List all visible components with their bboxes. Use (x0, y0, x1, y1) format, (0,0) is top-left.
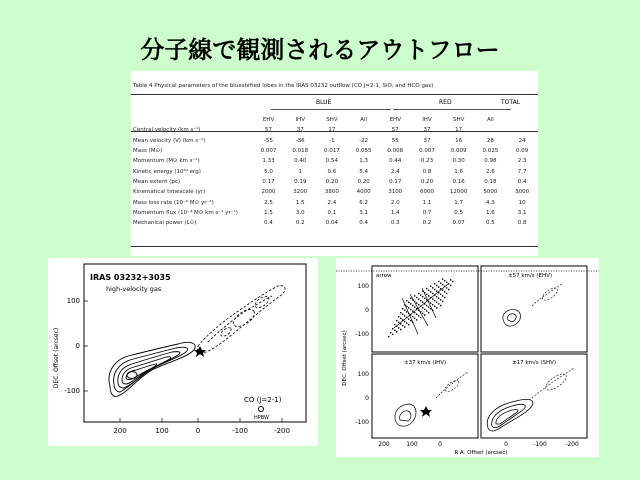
grid-dot (424, 314, 425, 315)
grid-dot (402, 314, 403, 315)
group-total-label: TOTAL (501, 99, 521, 106)
grid-dot (432, 304, 433, 305)
grid-dot (396, 320, 397, 321)
grid-dot (414, 295, 415, 296)
grid-dot (418, 304, 419, 305)
grid-dot (440, 294, 441, 295)
table-cell: -36 (295, 137, 305, 144)
rtick-bottom-0: 0 (365, 395, 369, 402)
grid-dot (426, 305, 427, 306)
grid-dot (410, 303, 411, 304)
slide-title: 分子線で観測されるアウトフロー (140, 36, 500, 64)
grid-dot (438, 298, 439, 299)
table-cell: 3.1 (517, 209, 527, 216)
table-cell: 0.09 (515, 148, 529, 155)
grid-dot (430, 286, 431, 287)
group-blue-label: BLUE (316, 99, 332, 106)
table-cell: 0.16 (452, 178, 465, 185)
table-cell: 5000 (483, 189, 498, 196)
table-row (131, 146, 538, 156)
grid-dot (444, 291, 445, 292)
grid-dot (390, 332, 391, 333)
grid-dot (448, 283, 449, 284)
grid-dot (398, 327, 399, 328)
table-cell: -22 (359, 137, 369, 144)
table-cell: 0.2 (295, 220, 305, 227)
column-header: SHV (326, 117, 338, 124)
grid-dot (432, 287, 433, 288)
grid-dot (394, 324, 395, 325)
grid-dot (396, 331, 397, 332)
table-cell: 0.98 (484, 158, 497, 165)
row-label: Momentum (M⊙ km s⁻¹) (133, 158, 200, 165)
table-row (131, 208, 538, 218)
grid-dot (392, 334, 393, 335)
table-cell: -1 (329, 137, 335, 144)
table-cell: 0.5 (454, 209, 464, 216)
table-cell: 4.3 (486, 199, 495, 206)
grid-dot (408, 324, 409, 325)
grid-dot (428, 295, 429, 296)
table-cell: 37 (423, 127, 431, 134)
grid-dot (442, 284, 443, 285)
table-cell: 57 (265, 127, 273, 134)
grid-dot (442, 295, 443, 296)
table-row (131, 136, 538, 146)
grid-dot (398, 322, 399, 323)
table-cell: 0.055 (355, 148, 372, 155)
grid-dot (436, 302, 437, 303)
table-cell: 0.8 (422, 168, 432, 175)
table-cell: 3.1 (359, 209, 368, 216)
table-cell: 28 (486, 137, 494, 144)
column-header (506, 115, 538, 125)
table-cell (348, 125, 380, 135)
table-row (131, 156, 538, 166)
grid-dot (424, 298, 425, 299)
rtick-bottom-100: 100 (357, 371, 369, 378)
row-label: Mean extent (pc) (133, 178, 181, 185)
table-cell: 0.3 (390, 220, 400, 227)
grid-dot (416, 302, 417, 303)
grid-dot (414, 306, 415, 307)
grid-dot (400, 318, 401, 319)
table-cell: 37 (296, 127, 304, 134)
grid-dot (416, 319, 417, 320)
source-star-marker (194, 346, 206, 357)
ytick-100: 100 (66, 297, 80, 305)
grid-dot (428, 290, 429, 291)
xtick-0: 0 (195, 427, 201, 435)
table-cell: 0.07 (452, 220, 465, 227)
table-cell: 1.5 (264, 209, 273, 216)
table-cell: 3.0 (295, 209, 305, 216)
table-row (131, 177, 538, 187)
tr-red-contours (532, 284, 562, 306)
right-y-label: DEC. Offset (arcsec) (342, 330, 348, 386)
grid-dot (438, 281, 439, 282)
ytick-minus100: -100 (64, 387, 80, 395)
column-header: All (486, 117, 494, 124)
table-cell: 2.5 (264, 199, 273, 206)
rtick-top-minus100: -100 (355, 331, 369, 338)
beam-ellipse (259, 407, 264, 412)
header-label-cell (131, 115, 253, 125)
rxtick-left-0: 0 (438, 441, 442, 448)
channel-maps (336, 258, 599, 457)
grid-dot (432, 293, 433, 294)
row-label: Mechanical power (L⊙) (133, 220, 197, 227)
grid-dot (404, 315, 405, 316)
grid-dot (392, 328, 393, 329)
grid-dot (450, 285, 451, 286)
table-cell: 0.7 (422, 209, 432, 216)
map-subtitle: high-velocity gas (106, 285, 162, 293)
grid-dot (442, 301, 443, 302)
grid-dot (426, 288, 427, 289)
grid-dot (448, 289, 449, 290)
table-cell: 0.40 (294, 158, 307, 165)
panel-br-label: ±17 km/s (SHV) (512, 360, 557, 366)
rtick-top-0: 0 (365, 307, 369, 314)
grid-dot (422, 302, 423, 303)
table-cell: 6000 (419, 189, 434, 196)
table-row (131, 197, 538, 207)
grid-dot (412, 305, 413, 306)
table-cell: -55 (264, 137, 273, 144)
row-label: Central velocity (km s⁻¹) (133, 127, 201, 134)
grid-dot (428, 306, 429, 307)
grid-dot (412, 310, 413, 311)
table-cell (475, 125, 507, 135)
bl-contours (395, 404, 416, 426)
table-cell: 1.7 (454, 199, 464, 206)
grid-dot (420, 300, 421, 301)
row-label: Kinetic energy (10⁴⁴ erg) (133, 168, 201, 175)
table-row (131, 218, 538, 228)
grid-dot (440, 282, 441, 283)
table-cell: 2.4 (327, 199, 337, 206)
physical-parameters-table-panel (131, 71, 538, 256)
column-header: EHV (262, 117, 275, 124)
table-cell: 10 (518, 199, 526, 206)
br-red-contours (532, 368, 574, 398)
grid-dot (446, 282, 447, 283)
grid-dot (442, 278, 443, 279)
table-cell: 37 (423, 137, 431, 144)
table-cell: 0.04 (325, 220, 339, 227)
panel-bl-label: ±37 km/s (IHV) (404, 360, 447, 366)
table-cell: 3200 (293, 189, 308, 196)
table-cell: 0.017 (324, 148, 340, 155)
table-cell: 55 (391, 137, 399, 144)
panel-bottom-right (481, 354, 587, 438)
table-cell: 2.3 (517, 158, 527, 165)
row-label: Kinematical timescale (yr) (133, 189, 206, 196)
grid-dot (438, 286, 439, 287)
table-cell: 0.2 (422, 220, 432, 227)
row-label: Momentum flux (10⁻⁴ M⊙ km s⁻¹ yr⁻¹) (133, 209, 238, 216)
grid-dot (414, 312, 415, 313)
table-cell: 0.20 (357, 178, 370, 185)
row-label: Mass loss rate (10⁻⁶ M⊙ yr⁻¹) (133, 199, 214, 206)
grid-dot (394, 330, 395, 331)
panel-tr-label: ±57 km/s (EHV) (508, 273, 553, 279)
blue-group-rule (271, 109, 391, 110)
grid-dot (422, 307, 423, 308)
table-cell: 0.17 (262, 178, 275, 185)
table-cell: 2.0 (390, 199, 400, 206)
grid-dot (416, 297, 417, 298)
grid-dot (404, 321, 405, 322)
table-cell: 0.4 (517, 178, 527, 185)
grid-dot (438, 303, 439, 304)
table-cell (506, 125, 538, 135)
table-cell: 1.6 (486, 209, 495, 216)
grid-dot (432, 298, 433, 299)
column-header: All (360, 117, 367, 124)
column-header: EHV (389, 117, 401, 124)
grid-dot (422, 313, 423, 314)
table-cell: 0.5 (486, 220, 495, 227)
rxtick-left-100: 100 (406, 441, 418, 448)
grid-dot (444, 297, 445, 298)
grid-dot (416, 314, 417, 315)
table-cell: 6.2 (359, 199, 368, 206)
table-top-rule (131, 94, 538, 95)
grid-dot (388, 336, 389, 337)
grid-dot (398, 316, 399, 317)
table-cell: 16 (455, 137, 463, 144)
table-cell: 0.8 (517, 220, 527, 227)
column-header: SHV (452, 117, 465, 124)
rxtick-left-200: 200 (378, 441, 390, 448)
source-label: IRAS 03232+3035 (90, 273, 171, 282)
table-cell: 57 (391, 127, 399, 134)
tr-contours (503, 310, 521, 327)
grid-dot (436, 307, 437, 308)
table-cell: 0.6 (327, 168, 337, 175)
table-header-row (131, 115, 538, 125)
grid-dot (442, 290, 443, 291)
table-bottom-rule (131, 246, 538, 247)
table-cell: 0.20 (420, 178, 434, 185)
grid-dot (420, 294, 421, 295)
grid-dot (428, 312, 429, 313)
grid-dot (418, 315, 419, 316)
table-cell: 0.18 (484, 178, 497, 185)
bl-red-contours (436, 372, 468, 398)
table-cell: 0.30 (452, 158, 465, 165)
rxtick-right-0: 0 (504, 441, 508, 448)
table-cell: 0.025 (482, 148, 499, 155)
xtick-100: 100 (155, 427, 169, 435)
table-cell: 5.4 (359, 168, 368, 175)
grid-dot (406, 322, 407, 323)
ytick-0: 0 (75, 342, 80, 350)
grid-dot (452, 281, 453, 282)
grid-dot (420, 317, 421, 318)
grid-dot (436, 290, 437, 291)
table-cell: 12000 (449, 189, 468, 196)
group-red-label: RED (439, 99, 452, 106)
red-lobe-contours (197, 286, 285, 353)
table-cell: 0.44 (389, 158, 402, 165)
table-cell: 1.3 (359, 158, 368, 165)
xtick-minus200: -200 (274, 427, 290, 435)
grid-dot (434, 300, 435, 301)
grid-dot (400, 312, 401, 313)
table-cell: 1.5 (295, 199, 305, 206)
table-cell: 0.4 (264, 220, 273, 227)
grid-dot (434, 306, 435, 307)
table-cell: 3800 (324, 189, 339, 196)
table-row (131, 125, 538, 135)
grid-dot (418, 293, 419, 294)
grid-dot (408, 318, 409, 319)
table-cell: 4000 (356, 189, 371, 196)
grid-dot (410, 309, 411, 310)
physical-parameters-table (131, 115, 538, 228)
grid-dot (402, 325, 403, 326)
column-header: IHV (422, 117, 432, 124)
table-cell: 17 (455, 127, 463, 134)
table-cell: 24 (518, 137, 526, 144)
table-cell: 5.0 (264, 168, 273, 175)
grid-dot (446, 293, 447, 294)
rtick-bottom-minus100: -100 (355, 419, 369, 426)
br-contours (487, 399, 533, 431)
rtick-top-100: 100 (357, 283, 369, 290)
table-cell: 2.4 (390, 168, 400, 175)
grid-dot (430, 291, 431, 292)
grid-dot (440, 299, 441, 300)
beam-label: HPBW (254, 415, 269, 421)
table-cell: 0.4 (359, 220, 368, 227)
blue-lobe-contours (109, 342, 195, 396)
grid-dot (408, 307, 409, 308)
grid-dot (400, 329, 401, 330)
table-cell: 1.4 (390, 209, 400, 216)
table-cell: 0.54 (325, 158, 339, 165)
table-cell: 3000 (515, 189, 530, 196)
grid-dot (426, 310, 427, 311)
bl-star-marker (420, 406, 432, 417)
xtick-200: 200 (113, 427, 127, 435)
grid-dot (406, 311, 407, 312)
rxtick-right-minus200: -200 (565, 441, 579, 448)
grid-dot (412, 316, 413, 317)
table-cell: 0.018 (292, 148, 309, 155)
line-label: CO (J=2-1) (244, 396, 282, 404)
grid-dot (444, 280, 445, 281)
table-cell: 0.008 (387, 148, 404, 155)
grid-dot (418, 298, 419, 299)
table-cell: 1.6 (454, 168, 464, 175)
table-cell: 0.23 (420, 158, 434, 165)
channel-maps-panel (336, 258, 599, 457)
grid-dot (434, 289, 435, 290)
right-x-label: R.A. Offset (arcsec) (454, 450, 508, 456)
grid-dot (410, 298, 411, 299)
xtick-minus100: -100 (232, 427, 248, 435)
row-label: Mass (M⊙) (133, 148, 163, 155)
table-cell: 0.20 (325, 178, 339, 185)
table-cell: 0.19 (294, 178, 307, 185)
table-cell: 2000 (261, 189, 276, 196)
table-row (131, 187, 538, 197)
table-cell: 0.007 (419, 148, 435, 155)
grid-dot (414, 318, 415, 319)
table-cell: 17 (328, 127, 336, 134)
grid-dot (402, 308, 403, 309)
left-y-label: DEC. Offset (arcsec) (53, 327, 60, 389)
table-cell: 1 (298, 168, 302, 175)
red-group-rule (393, 109, 511, 110)
grid-dot (422, 296, 423, 297)
table-cell: 3100 (388, 189, 403, 196)
grid-dot (406, 300, 407, 301)
column-header: IHV (295, 117, 305, 124)
table-cell: 0.007 (260, 148, 277, 155)
grid-dot (434, 283, 435, 284)
table-cell: 0.1 (327, 209, 337, 216)
table-cell: 1.1 (422, 199, 432, 206)
table-cell: 7.7 (517, 168, 527, 175)
table-row (131, 166, 538, 176)
grid-dot (404, 326, 405, 327)
grid-dot (446, 287, 447, 288)
co-outflow-map-panel (48, 258, 318, 446)
row-label: Mean velocity ⟨V⟩ (km s⁻¹) (133, 137, 206, 144)
table-cell: 0.009 (450, 148, 467, 155)
grid-dot (436, 285, 437, 286)
grid-dot (436, 296, 437, 297)
grid-dot (424, 309, 425, 310)
grid-dot (400, 323, 401, 324)
grid-dot (450, 279, 451, 280)
table-cell: 2.6 (486, 168, 495, 175)
panel-bottom-left (372, 354, 478, 438)
table-cell: 0.17 (389, 178, 402, 185)
grid-dot (440, 305, 441, 306)
grid-dot (430, 302, 431, 303)
grid-dot (426, 294, 427, 295)
table-caption: Table 4 Physical parameters of the blueshifted lobes in the IRAS 03232 outflow (CO J=2-1, SiO, and HCO gas) (133, 83, 434, 89)
grid-dot (408, 302, 409, 303)
panel-tl-label: arrow (376, 273, 392, 279)
co-outflow-map (48, 258, 318, 446)
grid-dot (404, 310, 405, 311)
rxtick-right-minus100: -100 (533, 441, 547, 448)
grid-dot (410, 320, 411, 321)
table-cell: 1.33 (262, 158, 275, 165)
